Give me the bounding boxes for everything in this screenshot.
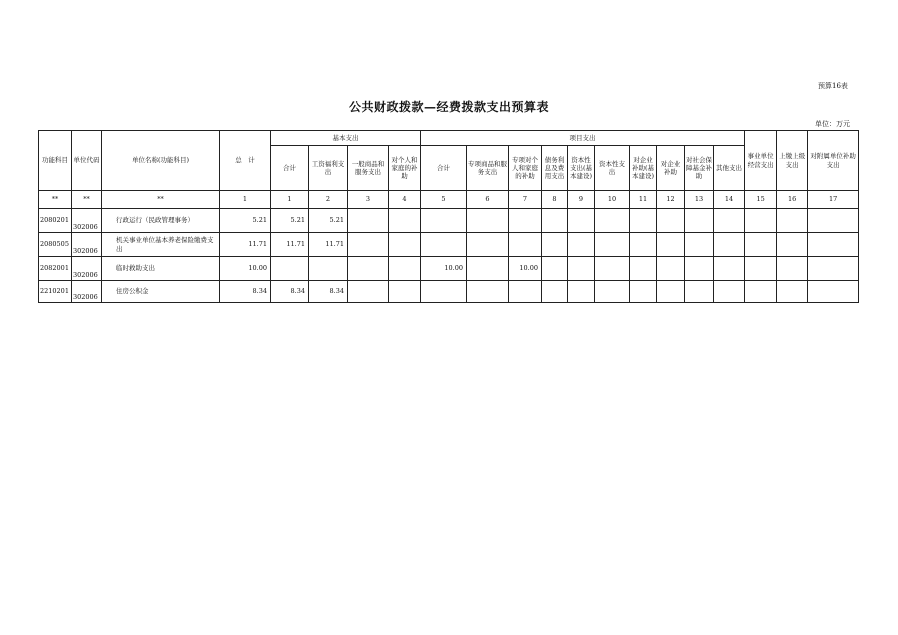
subsidiary-cell <box>808 233 859 257</box>
proj-enterprise-base-cell <box>630 233 657 257</box>
header-proj-personal: 专项对个人和家庭的补助 <box>509 146 542 191</box>
unit-code-cell: 302006 <box>72 209 102 233</box>
proj-debt-cell <box>542 209 568 233</box>
subsidiary-cell <box>808 209 859 233</box>
table-row <box>39 209 859 233</box>
index-cell: 10 <box>595 191 630 209</box>
index-row <box>39 191 859 209</box>
proj-capital-base-cell <box>568 209 595 233</box>
func-code-cell: 2210201 <box>39 281 72 303</box>
business-cell <box>745 281 777 303</box>
upper-cell <box>777 257 808 281</box>
subsidiary-cell <box>808 257 859 281</box>
wages-cell: 11.71 <box>309 233 348 257</box>
basic-total-cell: 8.34 <box>271 281 309 303</box>
func-code-cell: 2080201 <box>39 209 72 233</box>
index-cell: 16 <box>777 191 808 209</box>
header-upper: 上缴上级支出 <box>777 131 808 191</box>
header-proj-other: 其他支出 <box>714 146 745 191</box>
index-cell: 12 <box>657 191 685 209</box>
proj-capital-cell <box>595 257 630 281</box>
index-cell: 8 <box>542 191 568 209</box>
header-proj-capital-base: 资本性支出(基本建设) <box>568 146 595 191</box>
wages-cell: 8.34 <box>309 281 348 303</box>
header-business: 事业单位经营支出 <box>745 131 777 191</box>
unit-label: 单位：万元 <box>815 120 850 128</box>
proj-social-cell <box>685 233 714 257</box>
header-basic-group: 基本支出 <box>271 131 421 146</box>
proj-personal-cell <box>509 209 542 233</box>
proj-personal-cell <box>509 233 542 257</box>
unit-code-cell: 302006 <box>72 257 102 281</box>
proj-enterprise-cell <box>657 209 685 233</box>
basic-personal-cell <box>389 281 421 303</box>
business-cell <box>745 233 777 257</box>
proj-personal-cell <box>509 281 542 303</box>
budget-table <box>38 130 859 303</box>
business-cell <box>745 257 777 281</box>
header-basic-goods: 一般商品和服务支出 <box>348 146 389 191</box>
table-code: 预算16表 <box>818 82 848 90</box>
proj-enterprise-cell <box>657 233 685 257</box>
proj-total-cell <box>421 209 467 233</box>
proj-social-cell <box>685 257 714 281</box>
func-code-cell: 2080505 <box>39 233 72 257</box>
unit-code-cell: 302006 <box>72 233 102 257</box>
proj-social-cell <box>685 209 714 233</box>
index-cell: ** <box>39 191 72 209</box>
proj-enterprise-base-cell <box>630 209 657 233</box>
proj-total-cell <box>421 233 467 257</box>
index-cell: ** <box>102 191 220 209</box>
index-cell: 6 <box>467 191 509 209</box>
header-proj-enterprise-base: 对企业补助(基本建设) <box>630 146 657 191</box>
header-proj-goods: 专项商品和服务支出 <box>467 146 509 191</box>
proj-enterprise-base-cell <box>630 281 657 303</box>
proj-enterprise-cell <box>657 257 685 281</box>
unit-name-cell: 机关事业单位基本养老保险缴费支出 <box>102 233 220 257</box>
table-row <box>39 281 859 303</box>
proj-other-cell <box>714 281 745 303</box>
index-cell: 1 <box>271 191 309 209</box>
basic-personal-cell <box>389 209 421 233</box>
index-cell: 17 <box>808 191 859 209</box>
proj-other-cell <box>714 209 745 233</box>
basic-total-cell <box>271 257 309 281</box>
total-cell: 5.21 <box>220 209 271 233</box>
header-basic-wages: 工资福利支出 <box>309 146 348 191</box>
header-proj-total: 合计 <box>421 146 467 191</box>
proj-total-cell: 10.00 <box>421 257 467 281</box>
index-cell: 13 <box>685 191 714 209</box>
business-cell <box>745 209 777 233</box>
header-subsidiary: 对附属单位补助支出 <box>808 131 859 191</box>
index-cell: 14 <box>714 191 745 209</box>
proj-enterprise-base-cell <box>630 257 657 281</box>
basic-total-cell: 5.21 <box>271 209 309 233</box>
proj-other-cell <box>714 257 745 281</box>
index-cell: 15 <box>745 191 777 209</box>
total-cell: 10.00 <box>220 257 271 281</box>
unit-code-cell: 302006 <box>72 281 102 303</box>
header-project-group: 项目支出 <box>421 131 745 146</box>
header-proj-enterprise: 对企业补助 <box>657 146 685 191</box>
index-cell: 7 <box>509 191 542 209</box>
unit-name-cell: 住房公积金 <box>102 281 220 303</box>
proj-capital-cell <box>595 209 630 233</box>
upper-cell <box>777 233 808 257</box>
table-row <box>39 257 859 281</box>
header-total: 总 计 <box>220 131 271 191</box>
index-cell: 1 <box>220 191 271 209</box>
basic-goods-cell <box>348 233 389 257</box>
proj-enterprise-cell <box>657 281 685 303</box>
index-cell: 11 <box>630 191 657 209</box>
proj-debt-cell <box>542 233 568 257</box>
proj-capital-cell <box>595 281 630 303</box>
proj-total-cell <box>421 281 467 303</box>
basic-personal-cell <box>389 257 421 281</box>
upper-cell <box>777 281 808 303</box>
index-cell: 3 <box>348 191 389 209</box>
total-cell: 11.71 <box>220 233 271 257</box>
index-cell: ** <box>72 191 102 209</box>
basic-goods-cell <box>348 257 389 281</box>
proj-goods-cell <box>467 257 509 281</box>
proj-capital-cell <box>595 233 630 257</box>
index-cell: 9 <box>568 191 595 209</box>
proj-goods-cell <box>467 281 509 303</box>
proj-goods-cell <box>467 209 509 233</box>
proj-capital-base-cell <box>568 233 595 257</box>
basic-goods-cell <box>348 281 389 303</box>
table-row <box>39 233 859 257</box>
index-cell: 2 <box>309 191 348 209</box>
wages-cell <box>309 257 348 281</box>
header-unit-name: 单位名称(功能科目) <box>102 131 220 191</box>
header-basic-total: 合计 <box>271 146 309 191</box>
proj-social-cell <box>685 281 714 303</box>
basic-personal-cell <box>389 233 421 257</box>
data-rows <box>39 209 859 303</box>
basic-goods-cell <box>348 209 389 233</box>
page-title: 公共财政拨款—经费拨款支出预算表 <box>348 100 549 114</box>
proj-capital-base-cell <box>568 281 595 303</box>
upper-cell <box>777 209 808 233</box>
header-func-code: 功能科目 <box>39 131 72 191</box>
header-proj-social: 对社会保障基金补助 <box>685 146 714 191</box>
proj-debt-cell <box>542 257 568 281</box>
header-proj-capital: 资本性支出 <box>595 146 630 191</box>
index-cell: 5 <box>421 191 467 209</box>
wages-cell: 5.21 <box>309 209 348 233</box>
unit-name-cell: 行政运行（民政管理事务） <box>102 209 220 233</box>
proj-other-cell <box>714 233 745 257</box>
index-cell: 4 <box>389 191 421 209</box>
unit-name-cell: 临时救助支出 <box>102 257 220 281</box>
header-proj-debt: 债务利息及费用支出 <box>542 146 568 191</box>
header-unit-code: 单位代码 <box>72 131 102 191</box>
proj-personal-cell: 10.00 <box>509 257 542 281</box>
proj-capital-base-cell <box>568 257 595 281</box>
basic-total-cell: 11.71 <box>271 233 309 257</box>
subsidiary-cell <box>808 281 859 303</box>
proj-goods-cell <box>467 233 509 257</box>
total-cell: 8.34 <box>220 281 271 303</box>
proj-debt-cell <box>542 281 568 303</box>
header-basic-personal: 对个人和家庭的补助 <box>389 146 421 191</box>
func-code-cell: 2082001 <box>39 257 72 281</box>
